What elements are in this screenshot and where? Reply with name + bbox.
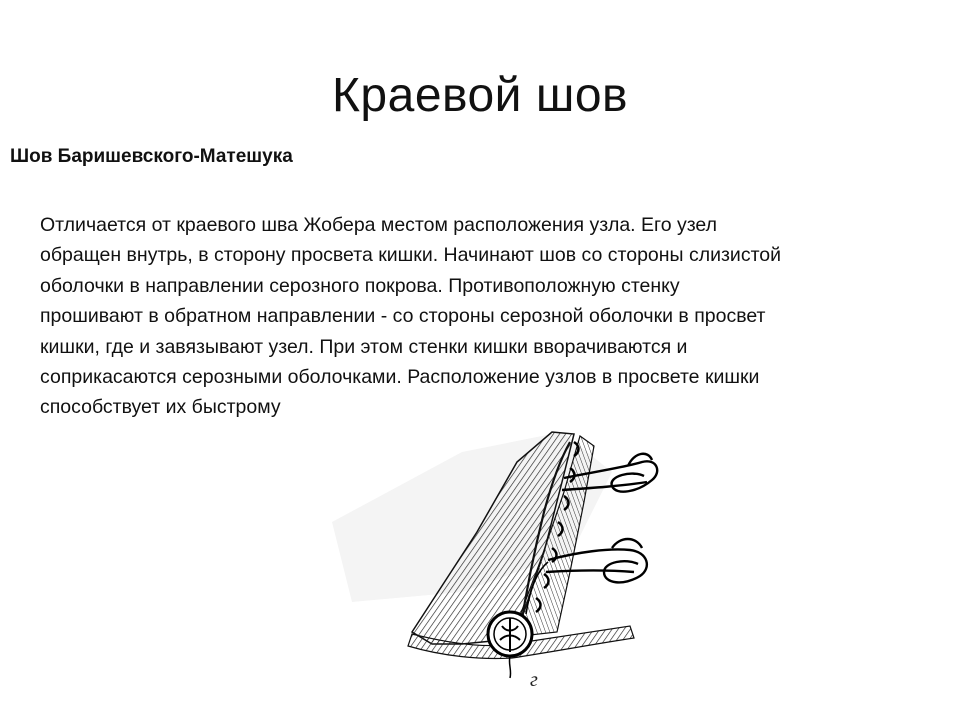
body-line: обращен внутрь, в сторону просвета кишки. Начинают шов со стороны слизистой: [40, 244, 782, 267]
body-paragraph: [40, 210, 950, 423]
body-line: соприкасаются серозными оболочками. Расположение узлов в просвете кишки: [40, 366, 760, 389]
body-line: кишки, где и завязывают узел. При этом стенки кишки вворачиваются и: [40, 335, 688, 358]
slide-subtitle: Шов Баришевского-Матешука: [10, 146, 293, 167]
slide-title: Краевой шов: [331, 69, 629, 123]
body-line: способствует их быстрому: [40, 396, 281, 419]
body-line: Отличается от краевого шва Жобера местом расположения узла. Его узел: [40, 214, 718, 236]
figure-label: г: [530, 669, 538, 691]
body-line: оболочки в направлении серозного покрова. Противоположную стенку: [40, 274, 680, 297]
suture-illustration: [312, 412, 700, 712]
lumen-knot: [488, 612, 532, 678]
body-line: прошивают в обратном направлении - со стороны серозной оболочки в просвет: [40, 305, 766, 328]
suture-drawing: [312, 412, 700, 712]
